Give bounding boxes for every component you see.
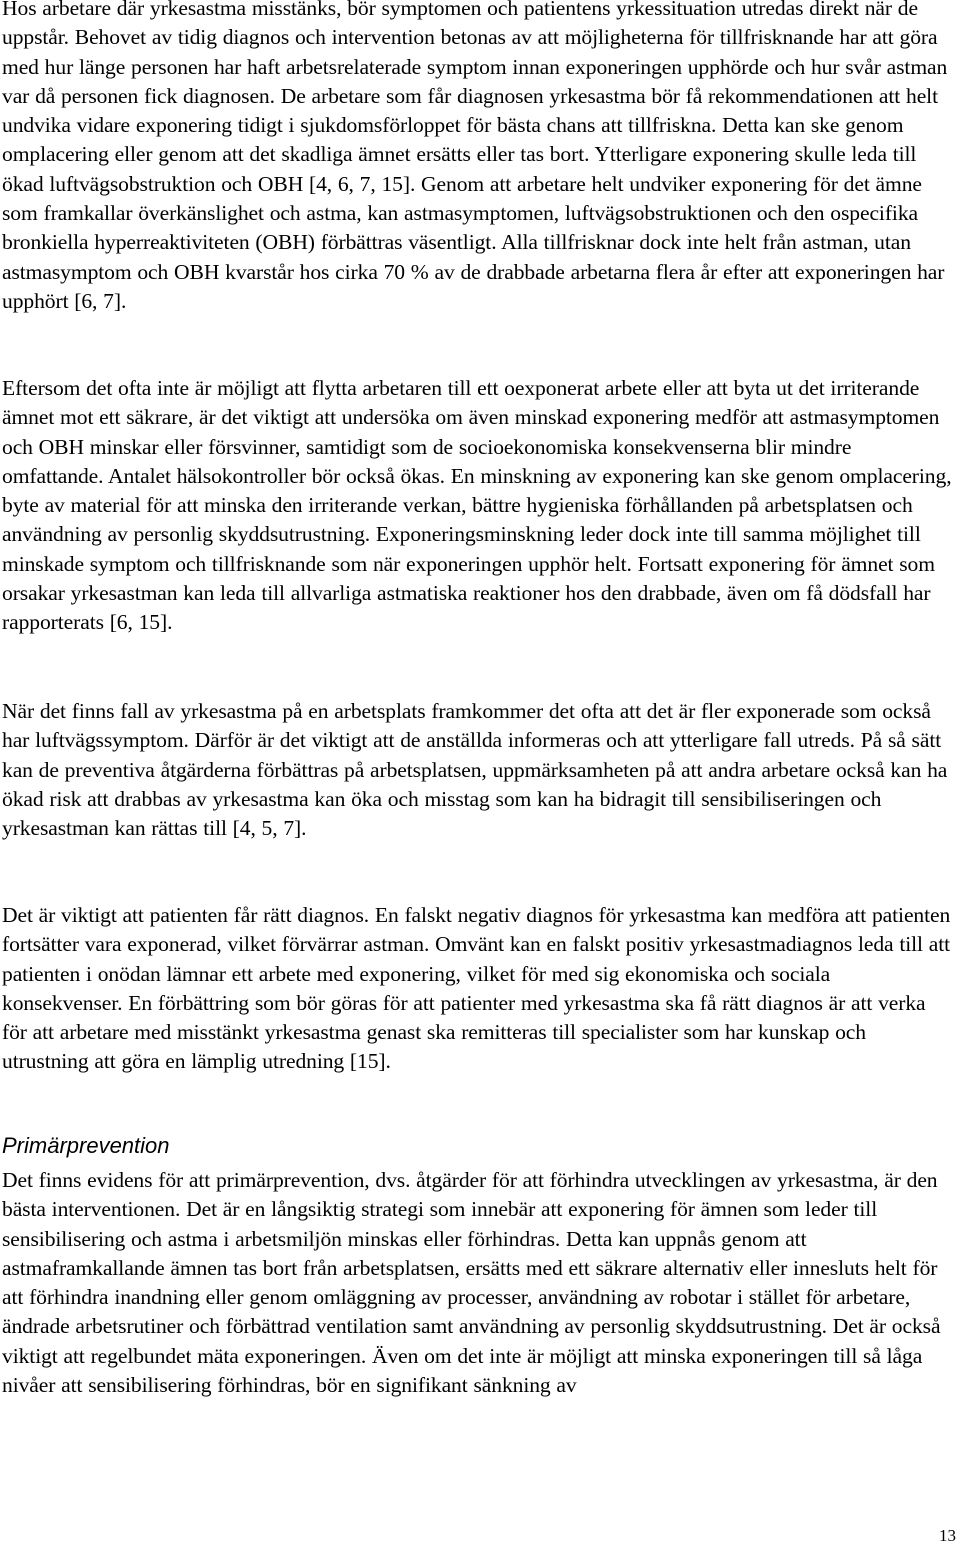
page-number: 13 — [939, 1526, 956, 1545]
paragraph-4: Det är viktigt att patienten får rätt diagnos. En falskt negativ diagnos för yrkesastma kan medföra att patienten fortsätter vara exponerad, vilket förvärrar astman. Omvänt kan en falskt positiv yrkesastmadiagnos leda till att patienten i onödan lämnar ett arbete med exponering, vilket för med sig ekonomiska och sociala konsekvenser. En förbättring som bör göras för att patienter med yrkesastma ska få rätt diagnos är att verka för att arbetare med misstänkt yrkesastma genast ska remitteras till specialister som har kunskap och utrustning att göra en lämplig utredning [15]. — [2, 903, 951, 1074]
paragraph-5: Det finns evidens för att primärprevention, dvs. åtgärder för att förhindra utvecklingen av yrkesastma, är den bästa interventionen. Det är en långsiktig strategi som innebär att exponering för ämnen som leder till sensibilisering och astma i arbetsmiljön minskas eller förhindras. Detta kan uppnås genom att astmaframkallande ämnen tas bort från arbetsplatsen, ersätts med ett säkrare alternativ eller innesluts helt för att förhindra inandning eller genom omläggning av processer, användning av robotar i stället för arbetare, ändrade arbetsrutiner och förbättrad ventilation samt användning av personlig skyddsutrustning. Det är också viktigt att regelbundet mäta exponeringen. Även om det inte är möjligt att minska exponeringen till så låga nivåer att sensibilisering förhindras, bör en signifikant sänkning av — [2, 1168, 941, 1398]
paragraph-1: Hos arbetare där yrkesastma misstänks, bör symptomen och patientens yrkessituation utredas direkt när de uppstår. Behovet av tidig diagnos och intervention betonas av att möjligheterna för tillfrisknande har att göra med hur länge personen har haft arbetsrelaterade symptom innan exponeringen upphörde och hur svår astman var då personen fick diagnosen. De arbetare som får diagnosen yrkesastma bör få rekommendationen att helt undvika vidare exponering tidigt i sjukdomsförloppet för bästa chans att tillfriskna. Detta kan ske genom omplacering eller genom att det skadliga ämnet ersätts eller tas bort. Ytterligare exponering skulle leda till ökad luftvägsobstruktion och OBH [4, 6, 7, 15]. Genom att arbetare helt undviker exponering för det ämne som framkallar överkänslighet och astma, kan astmasymptomen, luftvägsobstruktionen och den ospecifika bronkiella hyperreaktiviteten (OBH) förbättras väsentligt. Alla tillfrisknar dock inte helt från astman, utan astmasymptom och OBH kvarstår hos cirka 70 % av de drabbade arbetarna flera år efter att exponeringen har upphört [6, 7]. — [2, 0, 948, 313]
paragraph-2: Eftersom det ofta inte är möjligt att flytta arbetaren till ett oexponerat arbete eller att byta ut det irriterande ämnet mot ett säkrare, är det viktigt att undersöka om även minskad exponering medför att astmasymptomen och OBH minskar eller försvinner, samtidigt som de socioekonomiska konsekvenserna blir mindre omfattande. Antalet hälsokontroller bör också ökas. En minskning av exponering kan ske genom omplacering, byte av material för att minska den irriterande verkan, bättre hygieniska förhållanden på arbetsplatsen och användning av personlig skyddsutrustning. Exponeringsminskning leder dock inte till samma möjlighet till minskade symptom och tillfrisknande som när exponeringen upphör helt. Fortsatt exponering för ämnet som orsakar yrkesastman kan leda till allvarliga astmatiska reaktioner hos den drabbade, även om få dödsfall har rapporterats [6, 15]. — [2, 376, 952, 635]
section-heading: Primärprevention — [2, 1133, 170, 1158]
paragraph-3: När det finns fall av yrkesastma på en arbetsplats framkommer det ofta att det är fler exponerade som också har luftvägssymptom. Därför är det viktigt att de anställda informeras och att ytterligare fall utreds. På så sätt kan de preventiva åtgärderna förbättras på arbetsplatsen, uppmärksamheten på att andra arbetare också kan ha ökad risk att drabbas av yrkesastma kan öka och misstag som kan ha bidragit till sensibiliseringen och yrkesastman kan rättas till [4, 5, 7]. — [2, 699, 948, 841]
